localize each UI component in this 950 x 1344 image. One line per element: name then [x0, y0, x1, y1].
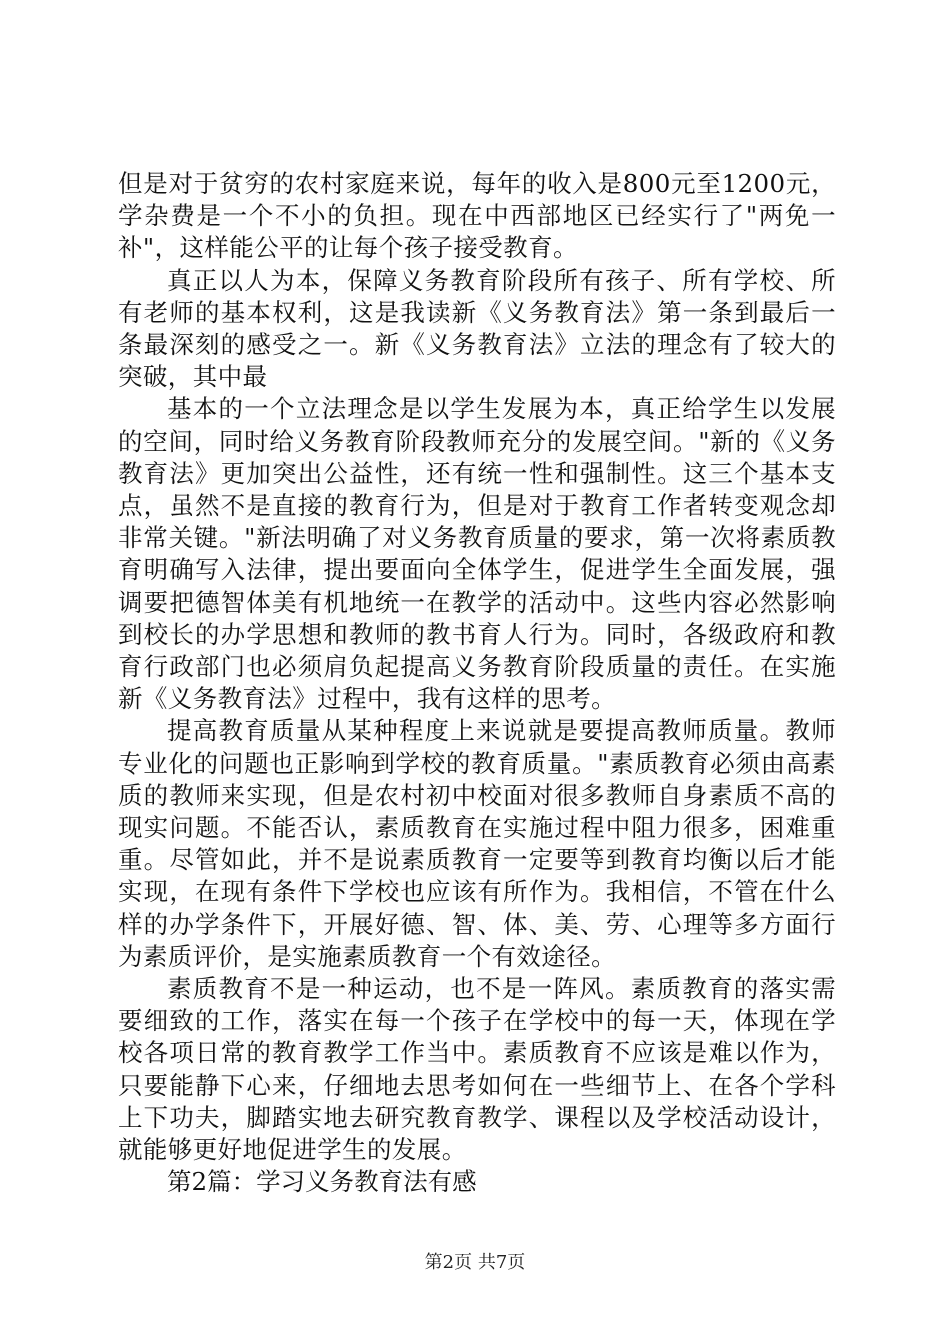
paragraph-5: 素质教育不是一种运动，也不是一阵风。素质教育的落实需要细致的工作，落实在每一个孩子在学校中的每一天，体现在学校各项日常的教育教学工作当中。素质教育不应该是难以作为，只要能静下心来，仔细地去思考如何在一些细节上、在各个学科上下功夫，脚踏实地去研究教育教学、课程以及学校活动设计，就能够更好地促进学生的发展。 [118, 974, 836, 1165]
paragraph-3: 基本的一个立法理念是以学生发展为本，真正给学生以发展的空间，同时给义务教育阶段教师充分的发展空间。"新的《义务教育法》更加突出公益性，还有统一性和强制性。这三个基本支点，虽然不是直接的教育行为，但是对于教育工作者转变观念却非常关键。"新法明确了对义务教育质量的要求，第一次将素质教育明确写入法律，提出要面向全体学生，促进学生全面发展，强调要把德智体美有机地统一在教学的活动中。这些内容必然影响到校长的办学思想和教师的教书育人行为。同时，各级政府和教育行政部门也必须肩负起提高义务教育阶段质量的责任。在实施新《义务教育法》过程中，我有这样的思考。 [118, 394, 836, 714]
section-heading: 第2篇：学习义务教育法有感 [167, 1167, 477, 1197]
paragraph-4: 提高教育质量从某种程度上来说就是要提高教师质量。教师专业化的问题也正影响到学校的教育质量。"素质教育必须由高素质的教师来实现，但是农村初中校面对很多教师自身素质不高的现实问题。不能否认，素质教育在实施过程中阻力很多，困难重重。尽管如此，并不是说素质教育一定要等到教育均衡以后才能实现，在现有条件下学校也应该有所作为。我相信，不管在什么样的办学条件下，开展好德、智、体、美、劳、心理等多方面行为素质评价，是实施素质教育一个有效途径。 [118, 716, 836, 971]
paragraph-2: 真正以人为本，保障义务教育阶段所有孩子、所有学校、所有老师的基本权利，这是我读新《义务教育法》第一条到最后一条最深刻的感受之一。新《义务教育法》立法的理念有了较大的突破，其中最 [118, 265, 836, 392]
document-body [118, 168, 836, 1199]
paragraph-1: 但是对于贫穷的农村家庭来说，每年的收入是800元至1200元，学杂费是一个不小的负担。现在中西部地区已经实行了"两免一补"，这样能公平的让每个孩子接受教育。 [118, 169, 836, 263]
page-footer: 第2页 共7页 [424, 1252, 526, 1273]
